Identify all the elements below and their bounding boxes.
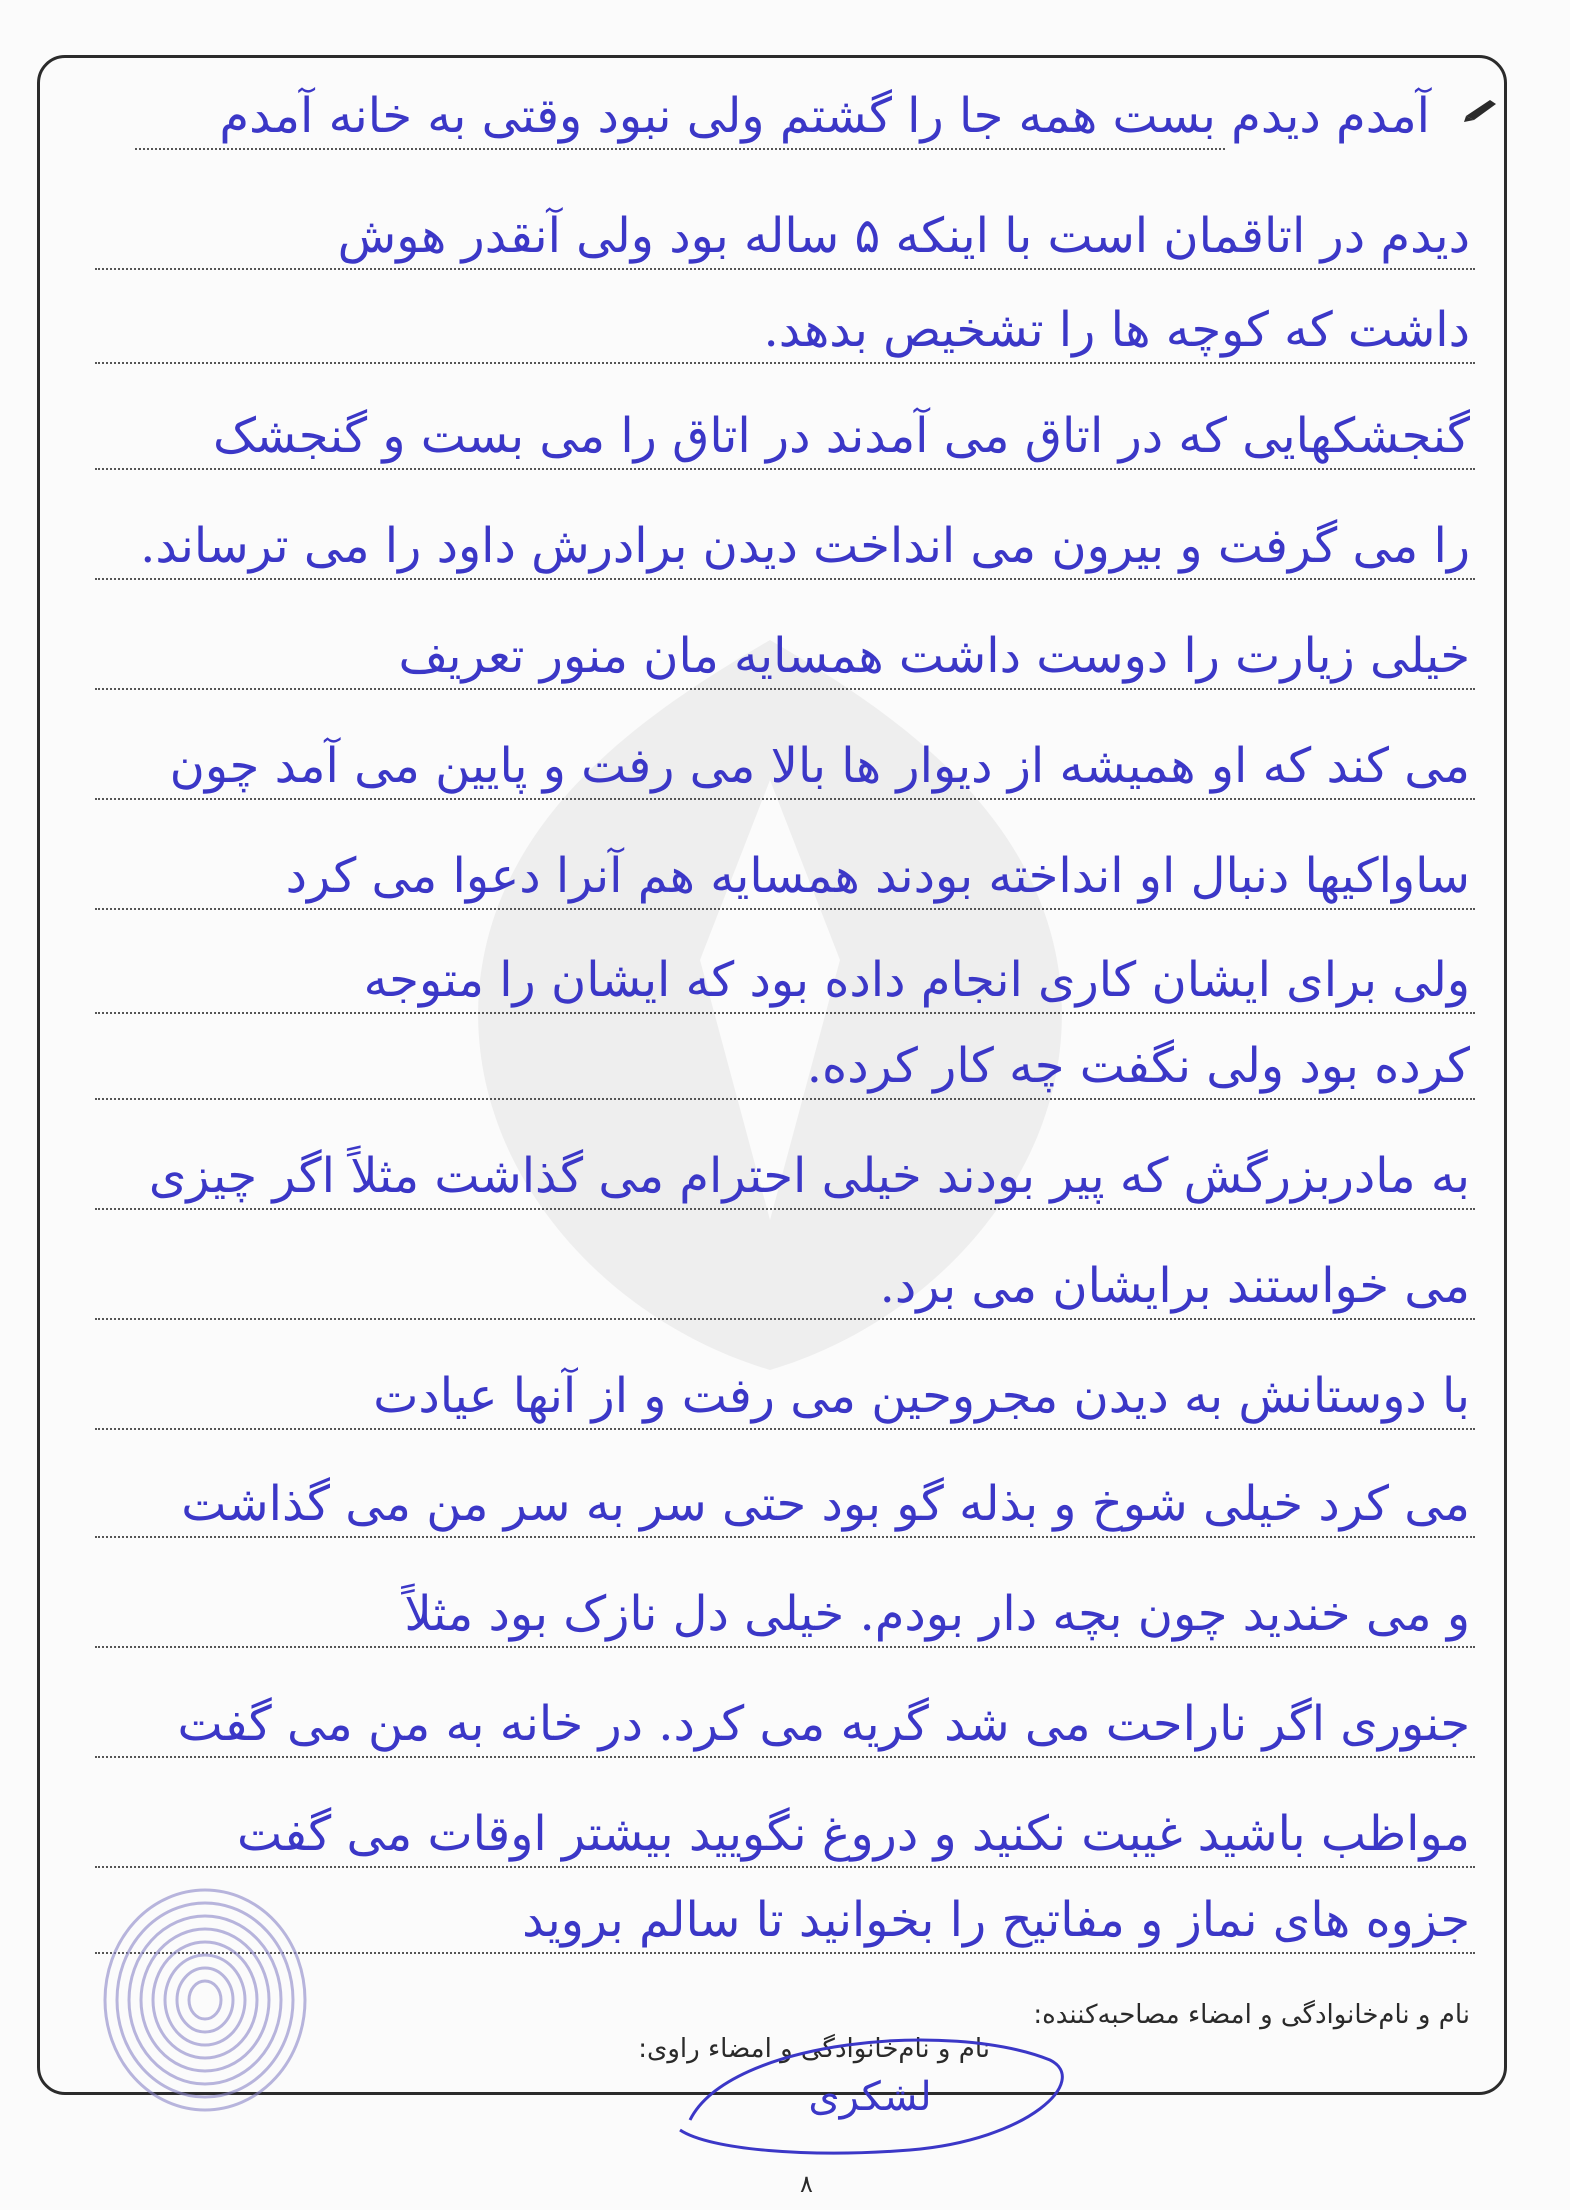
dotted-rule: [135, 148, 1225, 150]
dotted-rule: [95, 468, 1475, 470]
dotted-rule: [95, 1646, 1475, 1648]
dotted-rule: [95, 1536, 1475, 1538]
dotted-rule: [95, 1318, 1475, 1320]
handwritten-line: می خواستند برایشان می برد.: [879, 1258, 1470, 1314]
handwritten-line: آمدم دیدم بست همه جا را گشتم ولی نبود وقتی به خانه آمدم: [219, 88, 1430, 144]
handwritten-line: به مادربزرگش که پیر بودند خیلی احترام می گذاشت مثلاً اگر چیزی: [148, 1148, 1470, 1204]
handwritten-line: را می گرفت و بیرون می انداخت دیدن برادرش داود را می ترساند.: [140, 518, 1470, 574]
fingerprint: [90, 1880, 320, 2120]
handwritten-line: و می خندید چون بچه دار بودم. خیلی دل نازک بود مثلاً: [404, 1586, 1470, 1642]
handwritten-line: داشت که کوچه ها را تشخیص بدهد.: [763, 302, 1470, 358]
dotted-rule: [95, 688, 1475, 690]
handwritten-line: ولی برای ایشان کاری انجام داده بود که ایشان را متوجه: [363, 952, 1470, 1008]
handwritten-line: خیلی زیارت را دوست داشت همسایه مان منور تعریف: [398, 628, 1470, 684]
handwritten-line: می کرد خیلی شوخ و بذله گو بود حتی سر به سر من می گذاشت: [181, 1476, 1470, 1532]
handwritten-line: دیدم در اتاقمان است با اینکه ۵ ساله بود ولی آنقدر هوش: [337, 208, 1470, 264]
handwritten-line: کرده بود ولی نگفت چه کار کرده.: [806, 1038, 1470, 1094]
dotted-rule: [95, 268, 1475, 270]
narrator-label: نام و نام‌خانوادگی و امضاء راوی:: [638, 2034, 990, 2064]
page-number: ۸: [800, 2170, 813, 2198]
dotted-rule: [95, 908, 1475, 910]
handwritten-signature: [650, 2000, 1090, 2170]
dotted-rule: [95, 1208, 1475, 1210]
dotted-rule: [95, 362, 1475, 364]
dotted-rule: [95, 1012, 1475, 1014]
pen-icon: [1464, 96, 1498, 122]
handwritten-line: ساواکیها دنبال او انداخته بودند همسایه هم آنرا دعوا می کرد: [285, 848, 1470, 904]
handwritten-line: جنوری اگر ناراحت می شد گریه می کرد. در خانه به من می گفت: [177, 1696, 1470, 1752]
dotted-rule: [95, 1756, 1475, 1758]
interviewer-label: نام و نام‌خانوادگی و امضاء مصاحبه‌کننده:: [1033, 2000, 1470, 2030]
handwritten-line: گنجشکهایی که در اتاق می آمدند در اتاق را می بست و گنجشک: [212, 408, 1470, 464]
dotted-rule: [95, 798, 1475, 800]
dotted-rule: [95, 1866, 1475, 1868]
dotted-rule: [95, 1428, 1475, 1430]
handwritten-line: با دوستانش به دیدن مجروحین می رفت و از آنها عیادت: [373, 1368, 1470, 1424]
dotted-rule: [95, 578, 1475, 580]
svg-text:لشکری: لشکری: [808, 2074, 932, 2120]
handwritten-line: مواظب باشید غیبت نکنید و دروغ نگویید بیشتر اوقات می گفت: [236, 1806, 1470, 1862]
handwritten-line: می کند که او همیشه از دیوار ها بالا می رفت و پایین می آمد چون: [169, 738, 1470, 794]
handwritten-line: جزوه های نماز و مفاتیح را بخوانید تا سالم بروید: [522, 1892, 1470, 1948]
dotted-rule: [95, 1098, 1475, 1100]
